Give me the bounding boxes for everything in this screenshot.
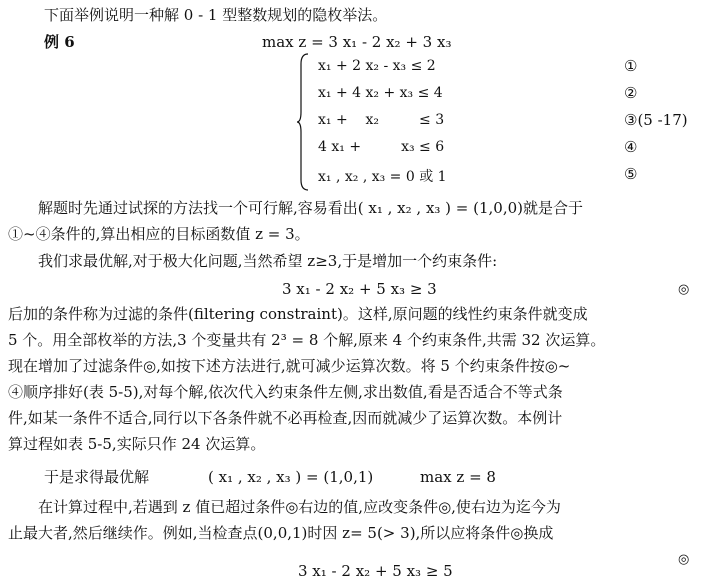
optimal-lead: 于是求得最优解 xyxy=(44,468,150,486)
example-label: 例 6 xyxy=(44,33,75,51)
constraint-brace xyxy=(296,52,310,192)
paragraph-3-line-1: 后加的条件称为过滤的条件(filtering constraint)。这样,原问题的线性约束条件就变成 xyxy=(8,305,588,323)
optimal-solution: ( x₁ , x₂ , x₃ ) = (1,0,1) xyxy=(208,468,374,486)
constraint-1-mark: ① xyxy=(624,57,638,75)
constraint-5: x₁ , x₂ , x₃ = 0 或 1 xyxy=(318,169,447,185)
constraint-5-mark: ⑤ xyxy=(624,165,638,183)
paragraph-3-line-4: ④顺序排好(表 5-5),对每个解,依次代入约束条件左侧,求出数值,看是否适合不等式条 xyxy=(8,383,563,401)
constraint-4-mark: ④ xyxy=(624,138,638,156)
filter-constraint-1-mark: ◎ xyxy=(678,282,690,297)
constraint-1: x₁ + 2 x₂ - x₃ ≤ 2 xyxy=(318,58,436,74)
filter-constraint-2: 3 x₁ - 2 x₂ + 5 x₃ ≥ 5 xyxy=(298,562,453,580)
paragraph-2: 我们求最优解,对于极大化问题,当然希望 z≥3,于是增加一个约束条件: xyxy=(38,252,498,270)
constraint-2: x₁ + 4 x₂ + x₃ ≤ 4 xyxy=(318,85,443,101)
paragraph-1-line-1: 解题时先通过试探的方法找一个可行解,容易看出( x₁ , x₂ , x₃ ) = (1,0,0)就是合于 xyxy=(38,199,584,217)
paragraph-3-line-2: 5 个。用全部枚举的方法,3 个变量共有 2³ = 8 个解,原来 4 个约束条件,共需 32 次运算。 xyxy=(8,331,606,349)
filter-constraint-1: 3 x₁ - 2 x₂ + 5 x₃ ≥ 3 xyxy=(282,280,437,298)
paragraph-3-line-3: 现在增加了过滤条件◎,如按下述方法进行,就可减少运算次数。将 5 个约束条件按◎~ xyxy=(8,357,571,375)
objective-function: max z = 3 x₁ - 2 x₂ + 3 x₃ xyxy=(262,33,452,51)
constraint-3: x₁ + x₂ ≤ 3 xyxy=(318,112,445,128)
filter-constraint-2-mark: ◎ xyxy=(678,552,690,567)
paragraph-3-line-6: 算过程如表 5-5,实际只作 24 次运算。 xyxy=(8,435,266,453)
paragraph-1-line-2: ①~④条件的,算出相应的目标函数值 z = 3。 xyxy=(8,225,310,243)
constraint-4: 4 x₁ + x₃ ≤ 6 xyxy=(318,139,445,155)
optimal-value: max z = 8 xyxy=(420,468,496,486)
paragraph-3-line-5: 件,如某一条件不适合,同行以下各条件就不必再检查,因而就减少了运算次数。本例计 xyxy=(8,409,563,427)
intro-text: 下面举例说明一种解 0 - 1 型整数规划的隐枚举法。 xyxy=(44,6,388,24)
paragraph-4-line-2: 止最大者,然后继续作。例如,当检查点(0,0,1)时因 z= 5(> 3),所以应将条件◎换成 xyxy=(8,524,554,542)
paragraph-4-line-1: 在计算过程中,若遇到 z 值已超过条件◎右边的值,应改变条件◎,使右边为迄今为 xyxy=(38,498,561,516)
constraint-2-mark: ② xyxy=(624,84,638,102)
constraint-3-mark: ③(5 -17) xyxy=(624,111,688,129)
